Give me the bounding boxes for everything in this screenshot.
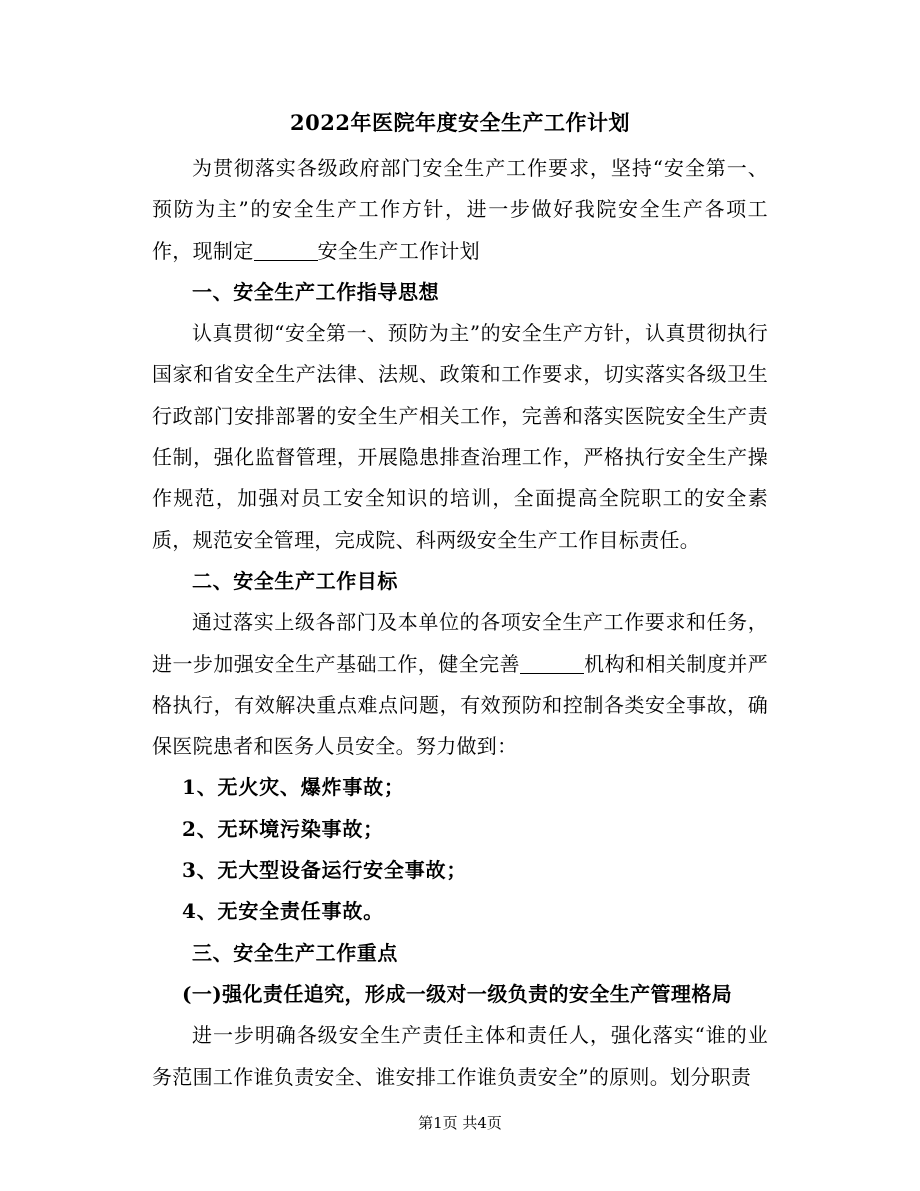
- goal-item-4: 4、无安全责任事故。: [182, 899, 384, 924]
- section3-subheading-1: (一)强化责任追究，形成一级对一级负责的安全生产管理格局: [182, 981, 733, 1006]
- section3-heading: 三、安全生产工作重点: [192, 940, 398, 965]
- goal-item-1: 1、无火灾、爆炸事故；: [182, 775, 405, 800]
- section2-paragraph: [152, 602, 768, 767]
- goal-item-3: 3、无大型设备运行安全事故；: [182, 858, 468, 883]
- section2-text-part2: 机构和相关制度并严格执行，有效解决重点难点问题，有效预防和控制各类安全事故，确保医院患者和医务人员安全。努力做到：: [152, 651, 768, 759]
- goal-item-2: 2、无环境污染事故；: [182, 816, 384, 841]
- blank-line: [520, 653, 584, 674]
- intro-paragraph: [152, 148, 768, 272]
- intro-text-part2: 安全生产工作计划: [317, 238, 480, 263]
- document-title: 2022年医院年度安全生产工作计划: [290, 110, 630, 135]
- section1-heading: 一、安全生产工作指导思想: [192, 279, 440, 304]
- section3-paragraph: 进一步明确各级安全生产责任主体和责任人，强化落实“谁的业务范围工作谁负责安全、谁安排工作谁负责安全”的原则。划分职责: [152, 1023, 768, 1089]
- blank-line: [254, 240, 318, 261]
- section2-heading: 二、安全生产工作目标: [192, 568, 398, 593]
- section1-paragraph: 认真贯彻“安全第一、预防为主”的安全生产方针，认真贯彻执行国家和省安全生产法律、法规、政策和工作要求，切实落实各级卫生行政部门安排部署的安全生产相关工作，完善和落实医院安全生产责任制，强化监督管理，开展隐患排查治理工作，严格执行安全生产操作规范，加强对员工安全知识的培训，全面提高全院职工的安全素质，规范安全管理，完成院、科两级安全生产工作目标责任。: [152, 321, 768, 552]
- page-number-footer: 第1页 共4页: [418, 1114, 502, 1132]
- intro-text-part1: 为贯彻落实各级政府部门安全生产工作要求，坚持“安全第一、预防为主”的安全生产工作方针，进一步做好我院安全生产各项工作，现制定: [152, 156, 768, 263]
- section2-text-part1: 通过落实上级各部门及本单位的各项安全生产工作要求和任务，进一步加强安全生产基础工作，健全完善: [152, 610, 768, 676]
- document-body: [152, 148, 768, 1098]
